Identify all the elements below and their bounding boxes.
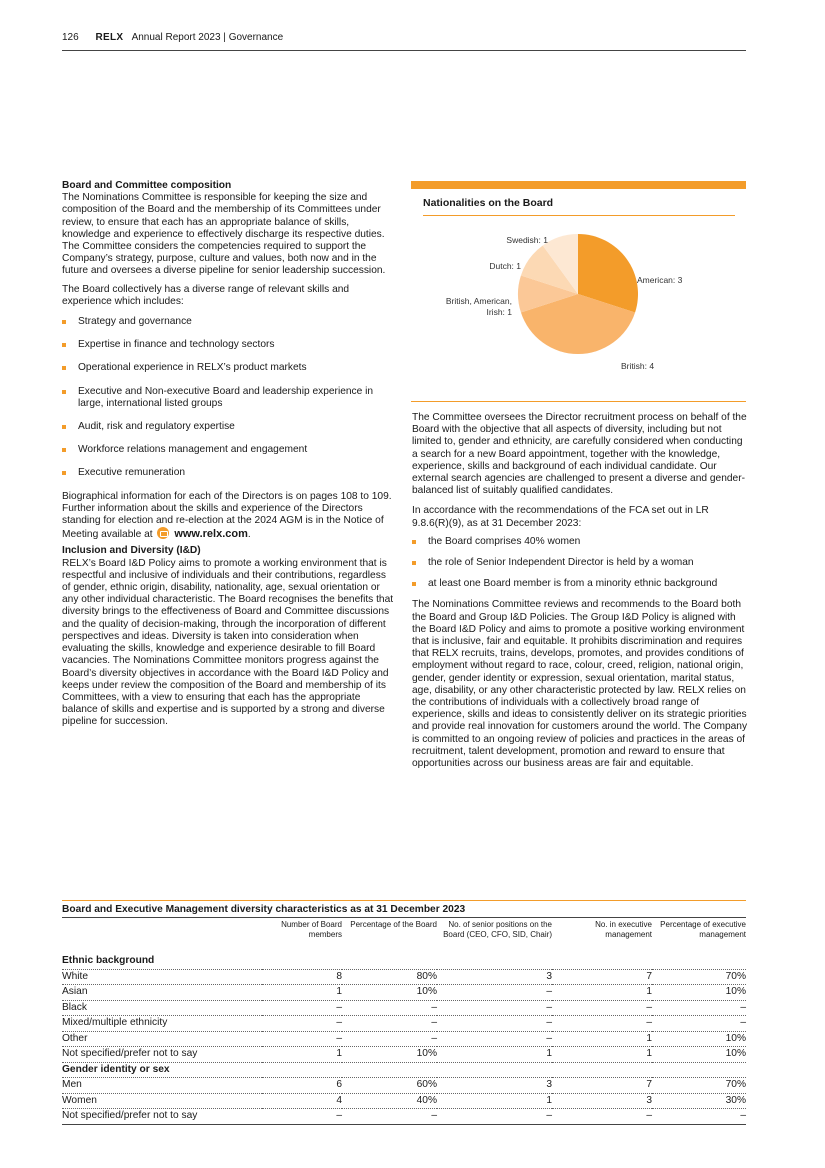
table-cell: – — [262, 1016, 342, 1032]
list-item: Expertise in finance and technology sectors — [62, 339, 395, 351]
table-cell: – — [552, 1000, 652, 1016]
row-label: White — [62, 969, 262, 985]
table-cell: – — [342, 1109, 437, 1125]
list-item: Workforce relations management and engagement — [62, 444, 395, 456]
table-cell: 10% — [652, 1047, 746, 1063]
table-cell: 1 — [552, 1031, 652, 1047]
left-column — [62, 180, 395, 735]
table-cell: 10% — [652, 1031, 746, 1047]
table-cell: 60% — [342, 1078, 437, 1094]
column-header: No. in executive management — [595, 920, 652, 939]
table-row — [62, 1093, 746, 1109]
table-cell: – — [652, 1109, 746, 1125]
table-cell: 1 — [437, 1093, 552, 1109]
table-cell: 1 — [552, 1047, 652, 1063]
row-label: Not specified/prefer not to say — [62, 1047, 262, 1063]
list-item: Executive and Non-executive Board and leadership experience in large, international listed groups — [62, 386, 395, 410]
right-column — [412, 412, 748, 776]
table-section-row — [62, 954, 746, 969]
pie-label: British, American, Irish: 1 — [445, 296, 512, 317]
bio-text: Biographical information for each of the Directors is on pages 108 to 109. Further information about the skills and experience of the Directors standing for election and re-election at the 2024 AGM is in the Notice of Meeting available at — [62, 490, 392, 541]
table-cell: 10% — [342, 1047, 437, 1063]
table-cell: 30% — [652, 1093, 746, 1109]
row-label: Men — [62, 1078, 262, 1094]
page-header — [62, 32, 746, 51]
list-item: Executive remuneration — [62, 467, 395, 479]
table-row — [62, 969, 746, 985]
table-cell: – — [437, 985, 552, 1001]
recruitment-paragraph: The Committee oversees the Director recruitment process on behalf of the Board with the objective that all aspects of diversity, including but not limited to, gender and ethnicity, are carefully considered when conducting a search for a new Board appointment, together with the knowledge, experience, skills and background of each individual candidate. Our external search agencies are challenged to present a diverse and gender-balanced list of suitably qualified candidates. — [412, 412, 747, 497]
bio-end: . — [247, 529, 251, 541]
column-header: Percentage of the Board — [350, 920, 437, 929]
bio-paragraph — [62, 491, 395, 542]
table-cell: – — [437, 1109, 552, 1125]
table-cell: – — [262, 1031, 342, 1047]
table-cell: 1 — [262, 985, 342, 1001]
table-cell: 70% — [652, 969, 746, 985]
table-corner — [62, 918, 262, 954]
chart-title: Nationalities on the Board — [423, 197, 735, 216]
row-label: Not specified/prefer not to say — [62, 1109, 262, 1125]
table-row — [62, 1047, 746, 1063]
table-cell: – — [552, 1016, 652, 1032]
table-cell: 1 — [437, 1047, 552, 1063]
pie-chart-svg — [411, 189, 746, 393]
table-cell: 40% — [342, 1093, 437, 1109]
pie-label: Swedish: 1 — [506, 235, 548, 245]
table-cell: – — [262, 1109, 342, 1125]
table-cell: – — [342, 1031, 437, 1047]
table-cell: 3 — [552, 1093, 652, 1109]
skills-intro: The Board collectively has a diverse range of relevant skills and experience which includes: — [62, 283, 350, 307]
section-heading: Gender identity or sex — [62, 1062, 746, 1078]
table-cell: 3 — [437, 969, 552, 985]
table-cell: 7 — [552, 969, 652, 985]
row-label: Women — [62, 1093, 262, 1109]
fca-intro: In accordance with the recommendations of the FCA set out in LR 9.8.6(R)(9), as at 31 December 2023: — [412, 505, 709, 529]
table-row — [62, 1000, 746, 1016]
brand-name: RELX — [95, 32, 124, 43]
table-row — [62, 1078, 746, 1094]
row-label: Mixed/multiple ethnicity — [62, 1016, 262, 1032]
table-title: Board and Executive Management diversity characteristics as at 31 December 2023 — [62, 900, 746, 918]
row-label: Asian — [62, 985, 262, 1001]
pie-label: Dutch: 1 — [489, 261, 521, 271]
composition-paragraph: The Nominations Committee is responsible for keeping the size and composition of the Board and the membership of its Committees under review, to ensure that each has an appropriate balance of skills, knowledge and experience to effectively discharge its respective duties. The Committee considers the competencies required to support the Company’s strategy, purpose, culture and values, both now and in the future and oversees a diverse pipeline for senior leadership succession. — [62, 192, 386, 277]
diversity-table — [62, 900, 746, 1125]
policy-paragraph: The Nominations Committee reviews and recommends to the Board both the Board and Group I&D Policies. The Group I&D Policy is aligned with the Board I&D Policy and aims to promote a positive working environment that is inclusive, fair and equitable. It prohibits discrimination and requires that RELX recruits, trains, develops, promotes, and provides conditions of employment without regard to race, colour, creed, religion, national origin, gender, gender identity or expression, sexual orientation, marital status, age, disability, or any other characteristic protected by law. RELX relies on the contributions of individuals with a collectively broad range of experience, skills and ideas to consistently deliver on its strategic priorities and provide real innovation for customers around the world. The Company is committed to an ongoing review of policies and practices in the areas of recruitment, talent development, promotion and reward to ensure that opportunities across our business areas are fair and equitable. — [412, 599, 748, 770]
table-section-row — [62, 1062, 746, 1078]
table-cell: 1 — [552, 985, 652, 1001]
table-cell: 7 — [552, 1078, 652, 1094]
relx-website-link[interactable]: www.relx.com — [174, 528, 248, 541]
list-item: the Board comprises 40% women — [412, 536, 748, 548]
table-cell: 4 — [262, 1093, 342, 1109]
table-cell: – — [652, 1016, 746, 1032]
table-cell: 10% — [652, 985, 746, 1001]
table-row — [62, 1016, 746, 1032]
column-header: No. of senior positions on the Board (CEO, CFO, SID, Chair) — [443, 920, 552, 939]
report-title: Annual Report 2023 | Governance — [131, 32, 284, 43]
inclusion-diversity-paragraph: RELX’s Board I&D Policy aims to promote a working environment that is respectful and inclusive of individuals and their contributions, regardless of gender, ethnic origin, disability, nationality, age, sexual orientation or any other individual characteristic. The Board recognises the benefits that diversity brings to the effectiveness of Board and Committee discussions and the quality of decision-making, through the incorporation of different perspectives and ideas. Diversity is taken into consideration when evaluating the skills, knowledge and experience desirable to fill Board vacancies. The Nominations Committee monitors progress against the Board’s diversity objectives in accordance with the Board I&D Policy and keeps under review the composition of the Board and membership of its Committees, with a view to ensuring that each has the appropriate balance of skills and expertise and is supported by a strong and diverse pipeline for succession. — [62, 557, 394, 728]
column-header: Number of Board members — [281, 920, 342, 939]
column-header: Percentage of executive management — [660, 920, 746, 939]
pie-label: American: 3 — [637, 275, 683, 285]
list-item: Strategy and governance — [62, 316, 395, 328]
composition-heading: Board and Committee composition — [62, 180, 232, 191]
table-cell: 8 — [262, 969, 342, 985]
table-row — [62, 985, 746, 1001]
table-cell: 80% — [342, 969, 437, 985]
list-item: at least one Board member is from a minority ethnic background — [412, 578, 748, 590]
pie-label: British: 4 — [621, 361, 655, 371]
table-cell: – — [437, 1016, 552, 1032]
table-row — [62, 1109, 746, 1125]
table-cell: – — [342, 1016, 437, 1032]
table-cell: – — [552, 1109, 652, 1125]
table-cell: – — [342, 1000, 437, 1016]
page-number: 126 — [62, 32, 79, 43]
section-heading: Ethnic background — [62, 954, 746, 969]
skills-list — [62, 316, 395, 480]
row-label: Black — [62, 1000, 262, 1016]
web-link-icon — [157, 527, 169, 539]
table-cell: 1 — [262, 1047, 342, 1063]
row-label: Other — [62, 1031, 262, 1047]
list-item: the role of Senior Independent Director is held by a woman — [412, 557, 748, 569]
table-cell: – — [437, 1031, 552, 1047]
table-cell: 70% — [652, 1078, 746, 1094]
list-item: Audit, risk and regulatory expertise — [62, 421, 395, 433]
table-cell: 6 — [262, 1078, 342, 1094]
table-cell: – — [437, 1000, 552, 1016]
table-cell: 3 — [437, 1078, 552, 1094]
table-cell: – — [262, 1000, 342, 1016]
fca-list — [412, 536, 748, 591]
nationalities-chart — [411, 181, 746, 402]
table-row — [62, 1031, 746, 1047]
list-item: Operational experience in RELX’s product markets — [62, 362, 395, 374]
table-cell: 10% — [342, 985, 437, 1001]
inclusion-diversity-heading: Inclusion and Diversity (I&D) — [62, 545, 201, 557]
table-cell: – — [652, 1000, 746, 1016]
